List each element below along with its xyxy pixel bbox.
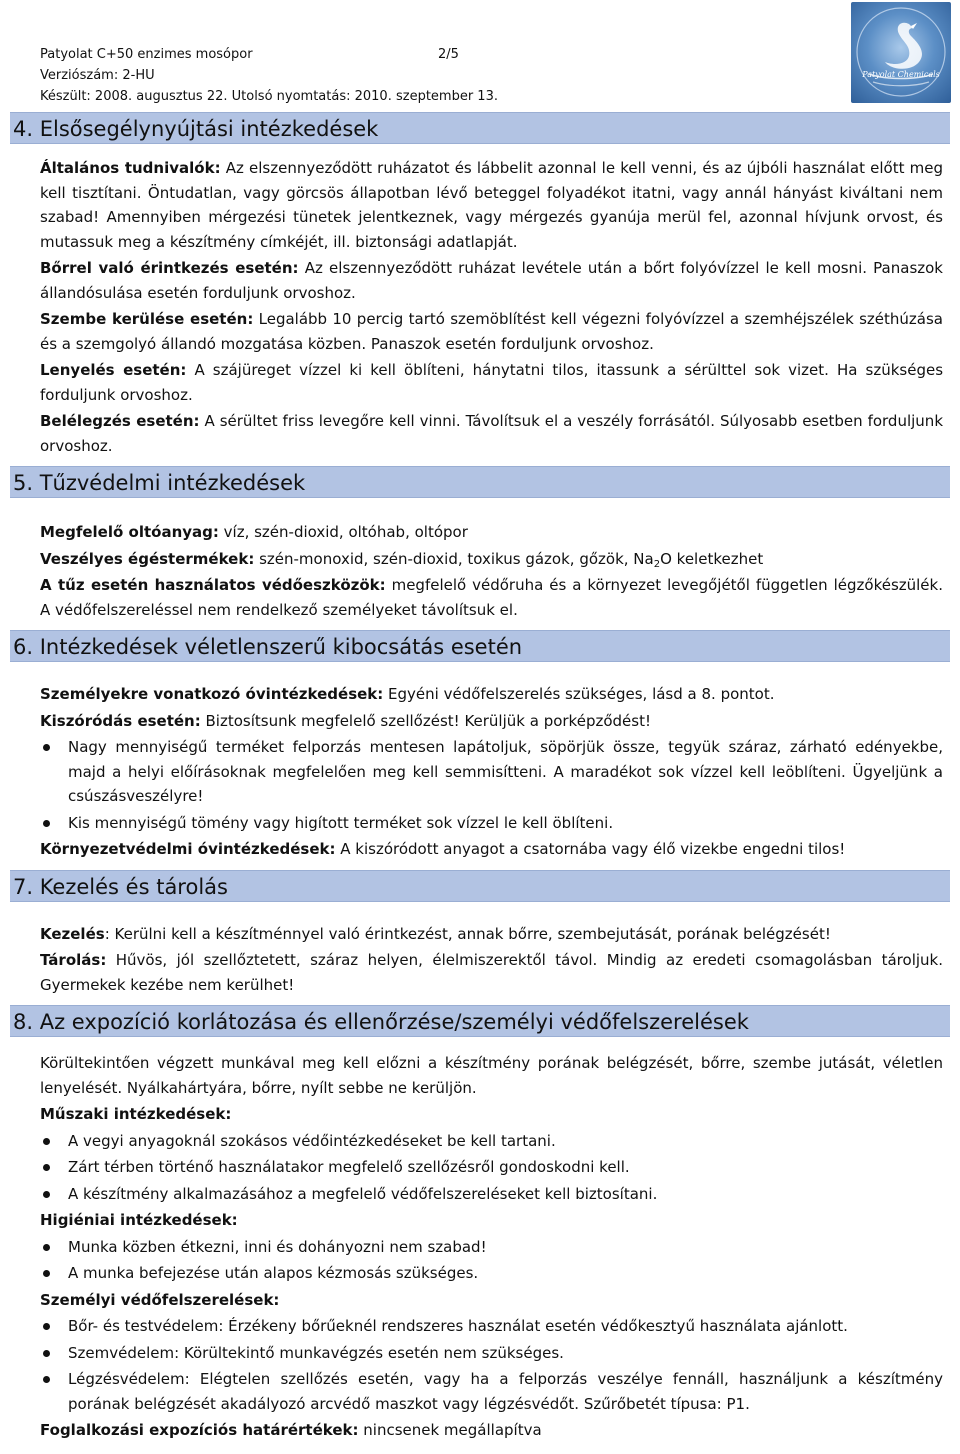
hygiene-measures-heading: Higiéniai intézkedések: <box>40 1211 238 1229</box>
exposure-limits-paragraph <box>40 1418 943 1443</box>
environmental-precautions-paragraph <box>40 837 943 862</box>
spill-bullet-item: Nagy mennyiségű terméket felporzás mentesen lapátoljuk, söpörjük össze, tegyük száraz, zárható edényekbe, majd a helyi előírásoknak megfelelően meg kell semmisítteni. A maradékot sok vízzel kell leöblíteni. Ügyeljünk a csúszásveszélyre! <box>40 735 943 809</box>
spill-bullet-list <box>40 735 943 835</box>
spill-text: Biztosítsunk megfelelő szellőzést! Kerüljük a porképződést! <box>200 711 651 730</box>
technical-measures-heading: Műszaki intézkedések: <box>40 1105 232 1123</box>
section-6-body <box>0 662 960 870</box>
swan-logo-icon <box>851 2 951 103</box>
spill-paragraph <box>40 709 943 734</box>
section-4-body <box>0 144 960 466</box>
eye-contact-text: Legalább 10 percig tartó szemöblítést kell végezni folyóvízzel a szemhéjszélek széthúzása és a szemgolyó állandó mozgatása közben. Panaszok esetén forduljunk orvoshoz. <box>40 310 943 353</box>
skin-contact-text: Az elszennyeződött ruházat levétele után a bőrt folyóvízzel le kell mosni. Panaszok állandósulása esetén forduljunk orvoshoz. <box>40 259 943 302</box>
general-info-paragraph <box>40 156 943 254</box>
extinguisher-text: víz, szén-dioxid, oltóhab, oltópor <box>218 523 468 541</box>
sodium-subscript: 2 <box>653 558 661 570</box>
exposure-limits-text: nincsenek megállapítva <box>358 1421 542 1439</box>
section-8-body <box>0 1037 960 1451</box>
personal-precautions-paragraph <box>40 682 943 707</box>
storage-text: Hűvös, jól szellőztetett, száraz helyen, élelmiszerektől távol. Mindig az eredeti csomagolásban tároljuk. Gyermekek kezébe nem kerülhet! <box>40 951 943 994</box>
combustion-products-tail: O keletkezhet <box>660 549 764 568</box>
section-8-title: 8. Az expozíció korlátozása és ellenőrzése/személyi védőfelszerelések <box>10 1005 950 1037</box>
section-5-title: 5. Tűzvédelmi intézkedések <box>10 466 950 498</box>
ppe-list <box>40 1314 943 1416</box>
skin-contact-label: Bőrrel való érintkezés esetén: <box>40 259 299 277</box>
extinguisher-paragraph <box>40 520 943 545</box>
ppe-item: Bőr- és testvédelem: Érzékeny bőrűeknél rendszeres használat esetén védőkesztyű használata ajánlott. <box>40 1314 943 1339</box>
personal-precautions-text: Egyéni védőfelszerelés szükséges, lásd a 8. pontot. <box>383 685 775 703</box>
eye-contact-label: Szembe kerülése esetén: <box>40 310 254 328</box>
logo-text: Patyolat Chemicals <box>862 70 940 79</box>
inhalation-paragraph <box>40 409 943 458</box>
handling-text: : Kerülni kell a készítménnyel való érintkezést, annak bőrre, szembejutását, porának belégzését! <box>104 924 831 943</box>
exposure-intro-paragraph: Körültekintően végzett munkával meg kell előzni a készítmény porának belégzését, bőrre, szembe jutását, véletlen lenyelését. Nyálkahártyára, bőrre, nyílt sebbe ne kerüljön. <box>40 1054 943 1097</box>
general-info-label: Általános tudnivalók: <box>40 159 221 177</box>
technical-measures-item: Zárt térben történő használatakor megfelelő szellőzésről gondoskodni kell. <box>40 1155 943 1180</box>
version-number: Verziószám: 2-HU <box>40 68 155 83</box>
spill-bullet-item: Kis mennyiségű tömény vagy higított terméket sok vízzel le kell öblíteni. <box>40 811 943 836</box>
company-logo <box>851 2 951 103</box>
inhalation-text: A sérültet friss levegőre kell vinni. Távolítsuk el a veszély forrásától. Súlyosabb esetben forduljunk orvoshoz. <box>40 412 944 455</box>
technical-measures-item: A vegyi anyagoknál szokásos védőintézkedéseket be kell tartani. <box>40 1129 943 1154</box>
storage-label: Tárolás: <box>40 951 107 969</box>
environmental-precautions-text: A kiszóródott anyagot a csatornába vagy élő vizekbe engedni tilos! <box>335 840 846 858</box>
ppe-heading: Személyi védőfelszerelések: <box>40 1290 280 1309</box>
ingestion-paragraph <box>40 358 943 407</box>
skin-contact-paragraph <box>40 256 943 305</box>
print-dates: Készült: 2008. augusztus 22. Utolsó nyomtatás: 2010. szeptember 13. <box>40 89 498 104</box>
hygiene-measures-item: Munka közben étkezni, inni és dohányozni nem szabad! <box>40 1235 943 1260</box>
section-4-title: 4. Elsősegélynyújtási intézkedések <box>10 112 950 144</box>
section-7-body <box>0 902 960 1006</box>
technical-measures-item: A készítmény alkalmazásához a megfelelő védőfelszereléseket kell biztosítani. <box>40 1182 943 1207</box>
hygiene-measures-item: A munka befejezése után alapos kézmosás szükséges. <box>40 1261 943 1286</box>
fire-protection-paragraph <box>40 573 943 622</box>
fire-protection-text: megfelelő védőruha és a környezet levegőjétől független légzőkészülék. A védőfelszereléssel nem rendelkező személyeket távolítsuk el. <box>40 576 943 619</box>
section-5-body <box>0 498 960 630</box>
ppe-item: Légzésvédelem: Elégtelen szellőzés esetén, vagy ha a felporzás veszélye fennáll, használjunk a készítmény porának belégzését akadályozó arcvédő maszkot vagy légzésvédőt. Szűrőbetét típusa: P1. <box>40 1367 943 1416</box>
hygiene-measures-list <box>40 1235 943 1286</box>
product-name: Patyolat C+50 enzimes mosópor <box>40 47 253 62</box>
combustion-products-paragraph <box>40 547 943 572</box>
combustion-products-text: szén-monoxid, szén-dioxid, toxikus gázok, gőzök, Na <box>254 549 654 568</box>
inhalation-label: Belélegzés esetén: <box>40 412 200 430</box>
environmental-precautions-label: Környezetvédelmi óvintézkedések: <box>40 840 336 858</box>
fire-protection-label: A tűz esetén használatos védőeszközök: <box>40 576 386 594</box>
personal-precautions-label: Személyekre vonatkozó óvintézkedések: <box>40 685 384 703</box>
eye-contact-paragraph <box>40 307 943 356</box>
storage-paragraph <box>40 948 943 997</box>
spill-label: Kiszóródás esetén: <box>40 711 201 730</box>
ingestion-text: A szájüreget vízzel ki kell öblíteni, hánytatni tilos, itassunk a sérülttel sok vizet. Ha szükséges forduljunk orvoshoz. <box>40 361 944 404</box>
ppe-item: Szemvédelem: Körültekintő munkavégzés esetén nem szükséges. <box>40 1341 943 1366</box>
exposure-limits-label: Foglalkozási expozíciós határértékek: <box>40 1421 359 1439</box>
handling-label: Kezelés <box>40 924 105 943</box>
document-header <box>40 44 498 107</box>
page-number: 2/5 <box>438 47 459 62</box>
section-6-title: 6. Intézkedések véletlenszerű kibocsátás esetén <box>10 630 950 662</box>
document-body <box>0 112 960 1451</box>
extinguisher-label: Megfelelő oltóanyag: <box>40 523 219 541</box>
ingestion-label: Lenyelés esetén: <box>40 361 187 379</box>
technical-measures-list <box>40 1129 943 1207</box>
general-info-text: Az elszennyeződött ruházatot és lábbelit azonnal le kell venni, és az újbóli használat előtt meg kell tisztítani. Öntudatlan, vagy görcsös állapotban lévő beteggel folyadékot itatni, vagy annál hányást kiváltani nem szabad! Amennyiben mérgezési tünetek jelentkeznek, vagy mérgezés gyanúja merül fel, azonnal hívjunk orvost, és mutassuk meg a készítmény címkéjét, ill. biztonsági adatlapját. <box>40 159 944 251</box>
handling-paragraph <box>40 922 943 947</box>
section-7-title: 7. Kezelés és tárolás <box>10 870 950 902</box>
combustion-products-label: Veszélyes égéstermékek: <box>40 549 255 568</box>
